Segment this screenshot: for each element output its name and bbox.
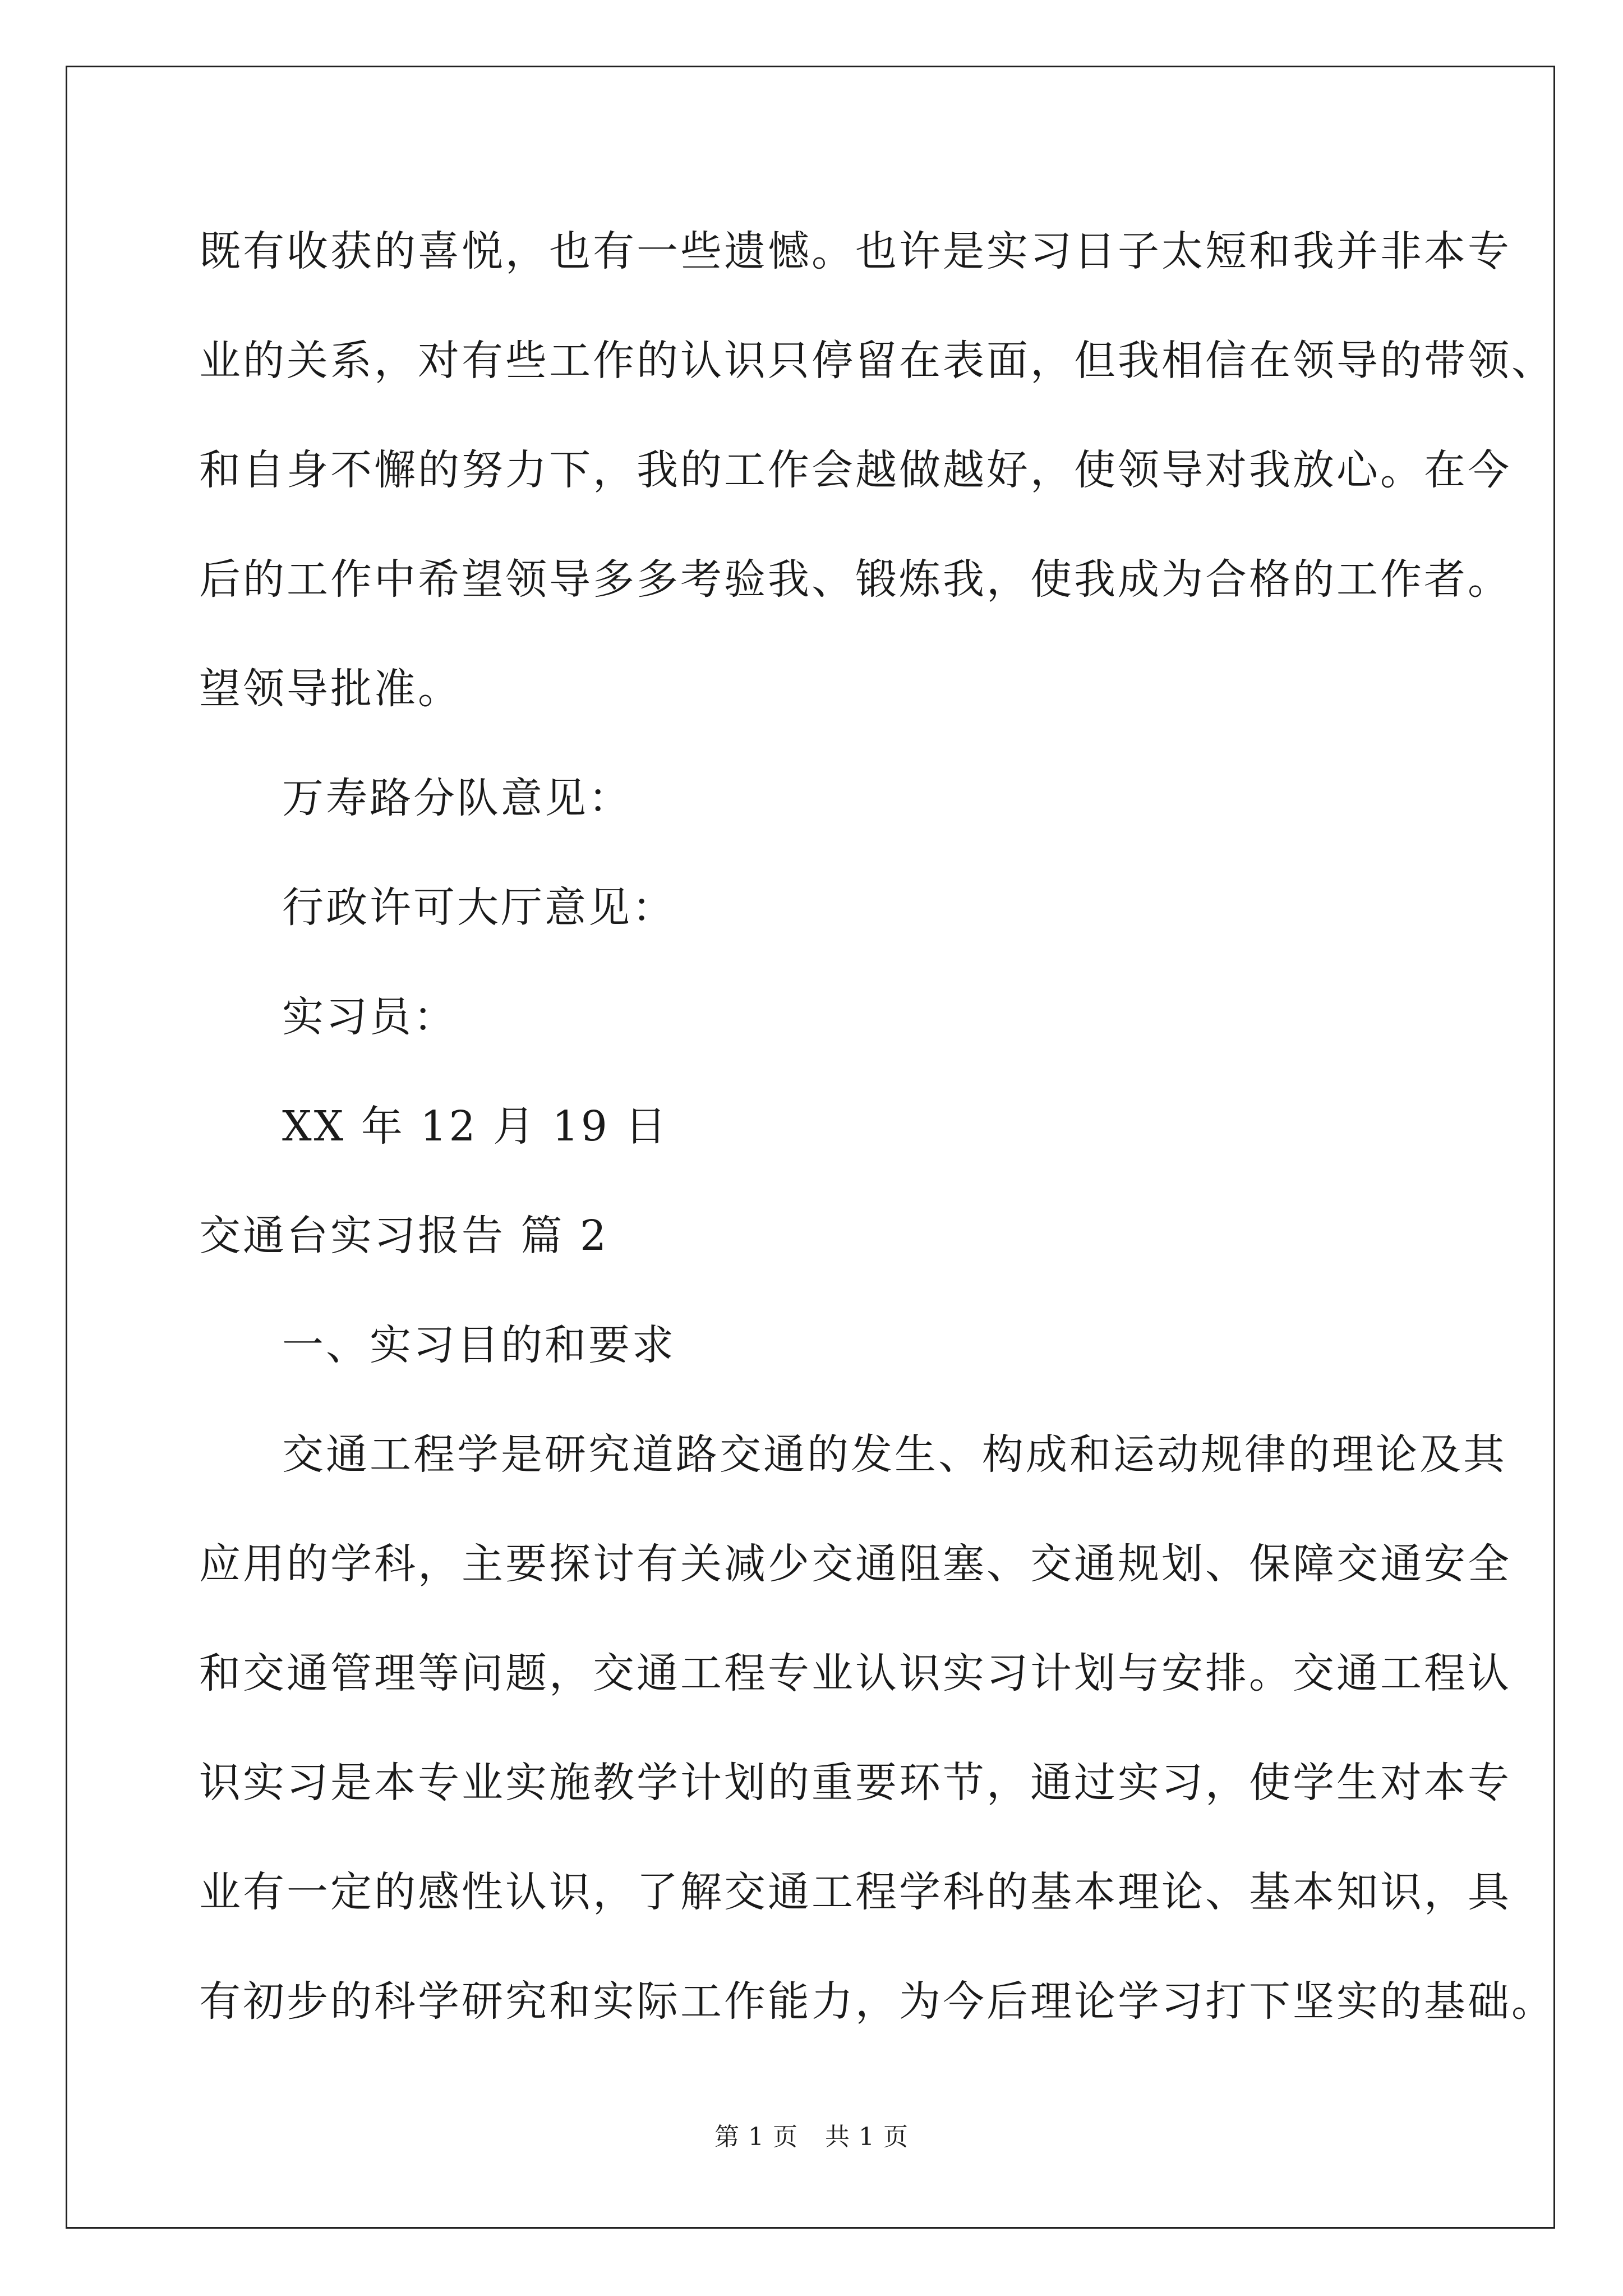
text-line: 业的关系，对有些工作的认识只停留在表面，但我相信在领导的带领、 — [199, 337, 1555, 385]
text-line: 交通工程学是研究道路交通的发生、构成和运动规律的理论及其 — [282, 1430, 1507, 1479]
opinion-label-wanshoulu: 万寿路分队意见： — [282, 774, 632, 822]
text-line: 应用的学科，主要探讨有关减少交通阻塞、交通规划、保障交通安全 — [199, 1540, 1511, 1588]
page-footer — [0, 2120, 1623, 2154]
text-line: 后的工作中希望领导多多考验我、锻炼我，使我成为合格的工作者。 — [199, 555, 1511, 604]
subsection-heading: 一、实习目的和要求 — [282, 1321, 676, 1369]
opinion-label-admin-hall: 行政许可大厅意见： — [282, 884, 676, 932]
signature-label-intern: 实习员： — [282, 993, 457, 1041]
document-body — [199, 214, 1555, 2074]
text-line: 望领导批准。 — [199, 665, 462, 713]
document-date: XX 年 12 月 19 日 — [282, 1102, 669, 1151]
page-number-total: 共 1 页 — [825, 2123, 909, 2151]
text-line: 既有收获的喜悦，也有一些遗憾。也许是实习日子太短和我并非本专 — [199, 227, 1511, 275]
text-line: 业有一定的感性认识，了解交通工程学科的基本理论、基本知识，具 — [199, 1868, 1511, 1916]
page-number-current: 第 1 页 — [714, 2123, 798, 2151]
text-line: 和自身不懈的努力下，我的工作会越做越好，使领导对我放心。在今 — [199, 446, 1511, 494]
section-heading: 交通台实习报告 篇 2 — [199, 1212, 609, 1260]
text-line: 和交通管理等问题，交通工程专业认识实习计划与安排。交通工程认 — [199, 1649, 1511, 1697]
text-line: 识实习是本专业实施教学计划的重要环节，通过实习，使学生对本专 — [199, 1759, 1511, 1807]
text-line: 有初步的科学研究和实际工作能力，为今后理论学习打下坚实的基础。 — [199, 1977, 1555, 2026]
